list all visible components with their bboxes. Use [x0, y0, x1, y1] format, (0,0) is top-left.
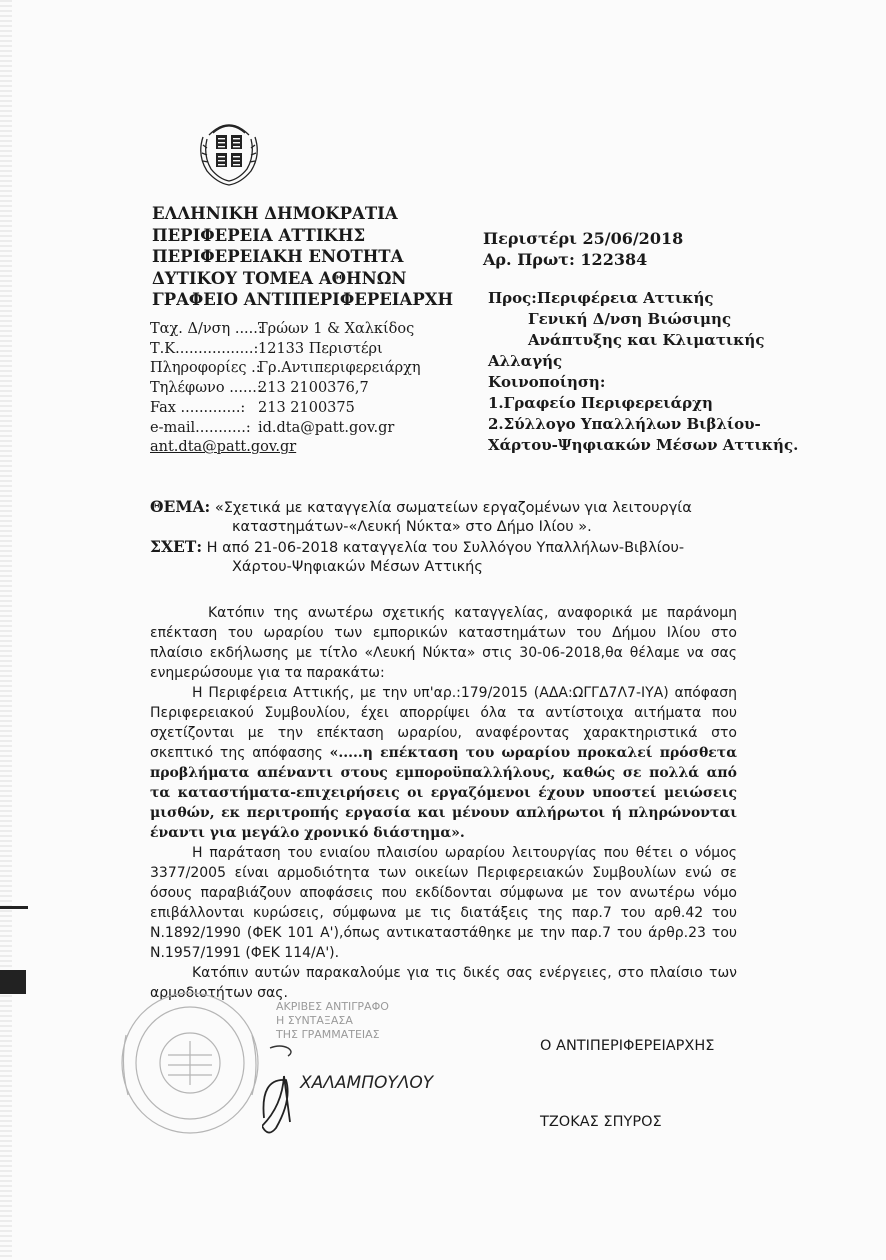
contact-label: Ταχ. Δ/νση .....:: [150, 321, 263, 337]
email-link[interactable]: id.dta@patt.gov.gr: [258, 419, 395, 436]
recipient-to-line: Γενική Δ/νση Βιώσιμης: [528, 310, 732, 328]
place-date: Περιστέρι 25/06/2018: [483, 229, 684, 248]
body-paragraph: Κατόπιν της ανωτέρω σχετικής καταγγελίας, αναφορικά με παράνομη επέκταση του ωραρίου των εμπορικών καταστημάτων του Δήμου Ιλίου στο πλαίσιο εκδήλωσης με τίτλο «Λευκή Νύκτα» στις 30-06-2018,θα θέλαμε να σας ενημερώσουμε για τα παρακάτω:: [150, 605, 737, 681]
header-line: ΕΛΛΗΝΙΚΗ ΔΗΜΟΚΡΑΤΙΑ: [152, 204, 398, 223]
contact-block: [150, 320, 450, 458]
cc-label: Κοινοποίηση:: [488, 373, 606, 391]
contact-row: [150, 419, 450, 439]
body-paragraph: [150, 683, 737, 843]
sxet-label: ΣΧΕΤ:: [150, 537, 203, 556]
scan-mark: [0, 906, 28, 909]
cc-item: 1.Γραφείο Περιφερειάρχη: [488, 394, 713, 412]
thema-label: ΘΕΜΑ:: [150, 497, 211, 516]
stamp-line: Η ΣΥΝΤΑΞΑΣΑ: [276, 1014, 353, 1027]
header-line: ΠΕΡΙΦΕΡΕΙΑΚΗ ΕΝΟΤΗΤΑ: [152, 247, 404, 266]
contact-row: [150, 320, 450, 340]
signer-role: Ο ΑΝΤΙΠΕΡΙΦΕΡΕΙΑΡΧΗΣ: [540, 1038, 715, 1054]
cc-item: 2.Σύλλογο Υπαλλήλων Βιβλίου-: [488, 415, 761, 433]
contact-row: [150, 438, 450, 458]
stamp-text: [276, 1000, 389, 1042]
protocol-number: Αρ. Πρωτ: 122384: [483, 250, 648, 269]
contact-row: [150, 399, 450, 419]
subject-block: [150, 497, 770, 577]
header-line: ΠΕΡΙΦΕΡΕΙΑ ΑΤΤΙΚΗΣ: [152, 225, 366, 245]
scan-mark: [0, 970, 26, 994]
recipients-block: [488, 288, 799, 456]
stamp-line: ΑΚΡΙΒΕΣ ΑΝΤΙΓΡΑΦΟ: [276, 1000, 389, 1013]
contact-label: Τηλέφωνο ......:: [150, 380, 262, 397]
contact-value: Τρώων 1 & Χαλκίδος: [258, 321, 415, 337]
contact-row: [150, 359, 450, 379]
contact-label: Τ.Κ.................:: [150, 340, 259, 357]
contact-row: [150, 379, 450, 399]
contact-value: 213 2100376,7: [258, 380, 369, 397]
contact-value: Γρ.Αντιπεριφερειάρχη: [258, 360, 421, 377]
contact-label: Fax .............:: [150, 399, 246, 416]
header-line: ΓΡΑΦΕΙΟ ΑΝΤΙΠΕΡΙΦΕΡΕΙΑΡΧΗ: [152, 290, 454, 309]
body-text: Η Περιφέρεια Αττικής, με την υπ'αρ.:179/2015 (ΑΔΑ:ΩΓΓΔ7Λ7-ΙΥΑ) απόφαση Περιφερειακού Συμβουλίου, έχει απορρίψει όλα τα αντίστοιχα αιτήματα που σχετίζονται με την επέκταση ωραρίου, αναφέροντας χαρακτηριστικά στο σκεπτικό της απόφασης: [150, 685, 737, 761]
contact-label: Πληροφορίες .:: [150, 360, 261, 377]
body-paragraph: Η παράταση του ενιαίου πλαισίου ωραρίου λειτουργίας που θέτει ο νόμος 3377/2005 είναι αρμοδιότητα των οικείων Περιφερειακών Συμβουλίων ενώ σε όσους παραβιάζουν αποφάσεις που εκδίδονται σύμφωνα με τον ανωτέρω νόμο επιβάλλονται κυρώσεις, σύμφωνα με τις διατάξεις της παρ.7 του αρθ.42 του Ν.1892/1990 (ΦΕΚ 101 Α'),όπως αντικαταστάθηκε με την παρ.7 του άρθρ.23 του Ν.1957/1991 (ΦΕΚ 114/Α').: [150, 845, 737, 961]
greek-emblem-icon: [193, 115, 265, 187]
letter-body: [150, 603, 737, 1003]
signer-name: ΤΖΟΚΑΣ ΣΠΥΡΟΣ: [540, 1114, 662, 1130]
date-protocol-block: [483, 228, 683, 270]
thema-text: «Σχετικά με καταγγελία σωματείων εργαζομένων για λειτουργία: [214, 500, 692, 516]
contact-row: [150, 340, 450, 360]
recipient-to: Προς:Περιφέρεια Αττικής: [488, 289, 714, 307]
recipient-to-line: Ανάπτυξης και Κλιματικής: [528, 331, 765, 349]
handwritten-signature: [262, 1040, 462, 1140]
stamp-line: ΤΗΣ ΓΡΑΜΜΑΤΕΙΑΣ: [276, 1028, 380, 1041]
contact-label: e-mail...........:: [150, 419, 251, 436]
contact-value: 213 2100375: [258, 399, 355, 416]
contact-value: 12133 Περιστέρι: [258, 340, 383, 357]
sxet-text: Η από 21-06-2018 καταγγελία του Συλλόγου Υπαλλήλων-Βιβλίου-: [206, 540, 685, 556]
scan-edge-noise: [0, 0, 12, 1260]
body-paragraph: Κατόπιν αυτών παρακαλούμε για τις δικές σας ενέργειες, στο πλαίσιο των αρμοδιοτήτων σας.: [150, 965, 737, 1001]
recipient-to-line: Αλλαγής: [488, 352, 563, 370]
header-line: ΔΥΤΙΚΟΥ ΤΟΜΕΑ ΑΘΗΝΩΝ: [152, 268, 407, 288]
issuer-header: [152, 203, 453, 311]
body-quote: «.....η επέκταση του ωραρίου προκαλεί πρόσθετα προβλήματα απέναντι στους εμποροϋπαλλήλους, καθώς σε πολλά από τα καταστήματα-επιχειρήσεις οι εργαζόμενοι έχουν υποστεί μειώσεις μισθών, εκ περιτροπής εργασία και μένουν απλήρωτοι ή πληρώνονται έναντι για μεγάλο χρονικό διάστημα».: [150, 745, 738, 841]
handwritten-name: ΧΑΛΑΜΠΟΥΛΟΥ: [300, 1073, 434, 1093]
email-link[interactable]: ant.dta@patt.gov.gr: [150, 439, 297, 456]
sxet-text: Χάρτου-Ψηφιακών Μέσων Αττικής: [232, 559, 483, 575]
thema-text: καταστημάτων-«Λευκή Νύκτα» στο Δήμο Ιλίου ».: [232, 519, 592, 535]
cc-item: Χάρτου-Ψηφιακών Μέσων Αττικής.: [488, 436, 799, 454]
